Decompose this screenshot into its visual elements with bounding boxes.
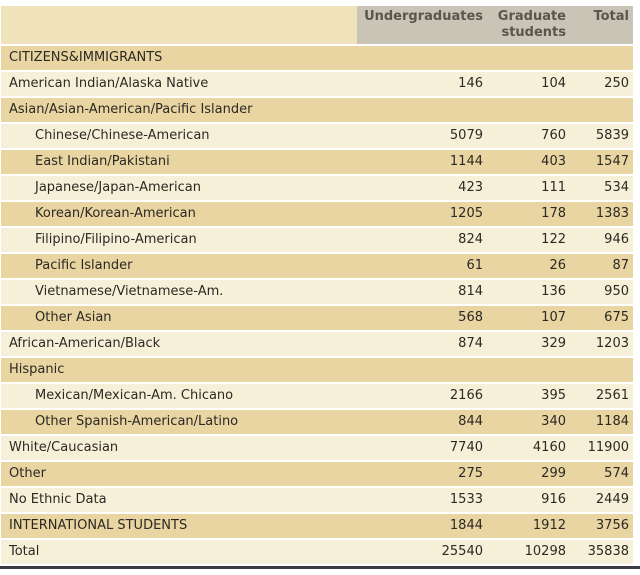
total-cell: 3756	[570, 514, 633, 538]
undergraduates-cell: 25540	[357, 540, 487, 564]
table-row	[1, 280, 633, 304]
total-cell: 1547	[570, 150, 633, 174]
undergraduates-cell: 874	[357, 332, 487, 356]
graduate-students-cell: 4160	[487, 436, 570, 460]
data-table	[1, 4, 633, 566]
table-row	[1, 228, 633, 252]
total-cell	[570, 46, 633, 70]
undergraduates-cell: 1533	[357, 488, 487, 512]
category-cell: East Indian/Pakistani	[1, 150, 357, 174]
total-cell: 11900	[570, 436, 633, 460]
graduate-students-cell: 178	[487, 202, 570, 226]
category-cell: Japanese/Japan-American	[1, 176, 357, 200]
undergraduates-cell: 275	[357, 462, 487, 486]
category-cell: Other Spanish-American/Latino	[1, 410, 357, 434]
graduate-students-cell: 122	[487, 228, 570, 252]
category-cell: Chinese/Chinese-American	[1, 124, 357, 148]
total-cell: 675	[570, 306, 633, 330]
undergraduates-cell: 423	[357, 176, 487, 200]
graduate-students-cell: 104	[487, 72, 570, 96]
category-cell: Other	[1, 462, 357, 486]
undergraduates-cell: 1844	[357, 514, 487, 538]
table-row	[1, 358, 633, 382]
category-cell: White/Caucasian	[1, 436, 357, 460]
header-row	[1, 6, 633, 44]
table-row	[1, 540, 633, 564]
graduate-students-cell: 107	[487, 306, 570, 330]
total-cell: 87	[570, 254, 633, 278]
undergraduates-cell: 824	[357, 228, 487, 252]
total-cell: 2449	[570, 488, 633, 512]
graduate-students-cell: 136	[487, 280, 570, 304]
undergraduates-cell: 814	[357, 280, 487, 304]
category-cell: Hispanic	[1, 358, 357, 382]
table-row	[1, 150, 633, 174]
table-row	[1, 124, 633, 148]
undergraduates-cell: 1205	[357, 202, 487, 226]
bottom-rule	[0, 566, 640, 569]
table-row	[1, 462, 633, 486]
undergraduates-cell: 61	[357, 254, 487, 278]
category-cell: No Ethnic Data	[1, 488, 357, 512]
table-row	[1, 410, 633, 434]
undergraduates-cell: 7740	[357, 436, 487, 460]
graduate-students-cell: 329	[487, 332, 570, 356]
total-cell: 950	[570, 280, 633, 304]
undergraduates-cell: 568	[357, 306, 487, 330]
graduate-students-cell	[487, 46, 570, 70]
total-cell: 250	[570, 72, 633, 96]
graduate-students-cell: 340	[487, 410, 570, 434]
table-row	[1, 254, 633, 278]
graduate-students-cell	[487, 98, 570, 122]
graduate-students-cell: 916	[487, 488, 570, 512]
table-row	[1, 98, 633, 122]
column-header-undergraduates: Undergraduates	[357, 6, 487, 44]
graduate-students-cell: 299	[487, 462, 570, 486]
undergraduates-cell: 2166	[357, 384, 487, 408]
table-body	[1, 46, 633, 564]
category-cell: American Indian/Alaska Native	[1, 72, 357, 96]
table-row	[1, 384, 633, 408]
undergraduates-cell: 5079	[357, 124, 487, 148]
column-header-total: Total	[570, 6, 633, 44]
graduate-students-cell: 760	[487, 124, 570, 148]
table-row	[1, 436, 633, 460]
total-cell: 946	[570, 228, 633, 252]
total-cell: 534	[570, 176, 633, 200]
category-cell: Pacific Islander	[1, 254, 357, 278]
table-row	[1, 72, 633, 96]
total-cell: 1184	[570, 410, 633, 434]
graduate-students-cell: 1912	[487, 514, 570, 538]
category-column-header	[1, 6, 357, 44]
graduate-students-cell: 10298	[487, 540, 570, 564]
graduate-students-cell: 26	[487, 254, 570, 278]
undergraduates-cell: 1144	[357, 150, 487, 174]
table-row	[1, 202, 633, 226]
table-row	[1, 176, 633, 200]
total-cell	[570, 358, 633, 382]
graduate-students-cell: 111	[487, 176, 570, 200]
graduate-students-cell: 395	[487, 384, 570, 408]
category-cell: Other Asian	[1, 306, 357, 330]
graduate-students-cell	[487, 358, 570, 382]
table-row	[1, 306, 633, 330]
undergraduates-cell: 844	[357, 410, 487, 434]
category-cell: Total	[1, 540, 357, 564]
table-row	[1, 332, 633, 356]
graduate-students-cell: 403	[487, 150, 570, 174]
table-row	[1, 488, 633, 512]
category-cell: Filipino/Filipino-American	[1, 228, 357, 252]
table-row	[1, 46, 633, 70]
undergraduates-cell	[357, 358, 487, 382]
total-cell: 1203	[570, 332, 633, 356]
category-cell: African-American/Black	[1, 332, 357, 356]
total-cell: 35838	[570, 540, 633, 564]
total-cell: 5839	[570, 124, 633, 148]
total-cell: 1383	[570, 202, 633, 226]
column-header-graduate-students: Graduate students	[487, 6, 570, 44]
undergraduates-cell: 146	[357, 72, 487, 96]
category-cell: CITIZENS&IMMIGRANTS	[1, 46, 357, 70]
undergraduates-cell	[357, 46, 487, 70]
category-cell: INTERNATIONAL STUDENTS	[1, 514, 357, 538]
total-cell: 574	[570, 462, 633, 486]
table-row	[1, 514, 633, 538]
category-cell: Mexican/Mexican-Am. Chicano	[1, 384, 357, 408]
total-cell	[570, 98, 633, 122]
category-cell: Asian/Asian-American/Pacific Islander	[1, 98, 357, 122]
category-cell: Korean/Korean-American	[1, 202, 357, 226]
total-cell: 2561	[570, 384, 633, 408]
undergraduates-cell	[357, 98, 487, 122]
category-cell: Vietnamese/Vietnamese-Am.	[1, 280, 357, 304]
